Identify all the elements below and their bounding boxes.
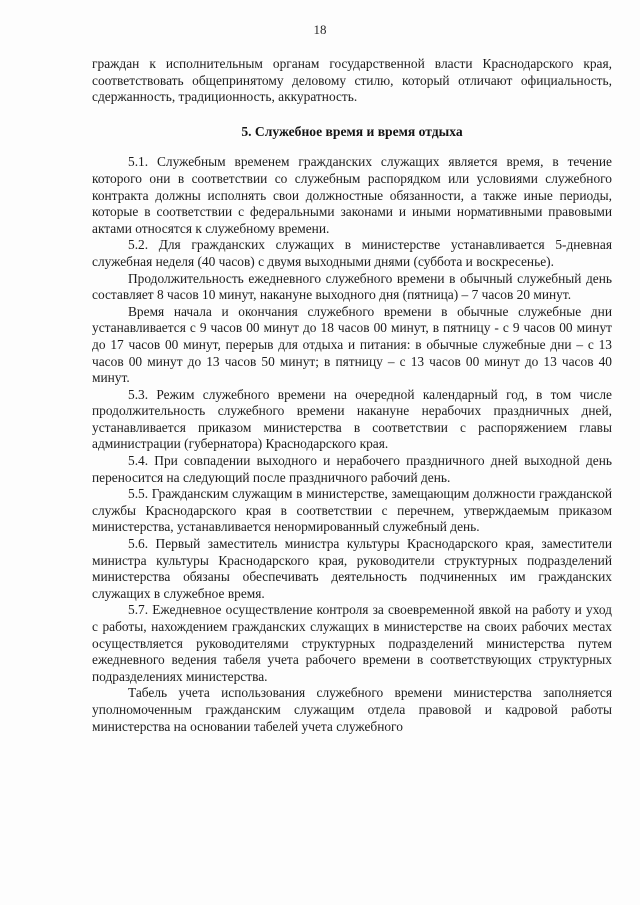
- paragraph-duration: Продолжительность ежедневного служебного времени в обычный служебный день составляет 8 часов 10 минут, накануне выходного дня (пятница) – 7 часов 20 минут.: [92, 270, 612, 303]
- paragraph-5-3: 5.3. Режим служебного времени на очередной календарный год, в том числе продолжительность служебного времени накануне нерабочих праздничных дней, устанавливается приказом министерства в соответствии с распоряжением главы администрации (губернатора) Краснодарского края.: [92, 386, 612, 452]
- paragraph-5-7: 5.7. Ежедневное осуществление контроля за своевременной явкой на работу и уход с работы, нахождением гражданских служащих в министерстве на своих рабочих местах осуществляется руководителями структурных подразделений министерства путем ежедневного ведения табеля учета рабочего времени в соответствующих структурных подразделениях министерства.: [92, 602, 612, 684]
- intro-paragraph: граждан к исполнительным органам государственной власти Краснодарского края, соответствовать общепринятому деловому стилю, который отличают официальность, сдержанность, традиционность, аккуратность.: [92, 56, 612, 105]
- paragraph-5-2: 5.2. Для гражданских служащих в министерстве устанавливается 5-дневная служебная неделя (40 часов) с двумя выходными днями (суббота и воскресенье).: [92, 237, 612, 269]
- paragraph-5-1: 5.1. Служебным временем гражданских служащих является время, в течение которого они в соответствии со служебным распорядком или условиями служебного контракта должны исполнять свои должностные обязанности, а также иные периоды, которые в соответствии с федеральными законами и иными нормативными правовыми актами относятся к служебному времени.: [92, 154, 612, 236]
- paragraph-5-4: 5.4. При совпадении выходного и нерабочего праздничного дней выходной день переносится на следующий после праздничного рабочий день.: [92, 453, 612, 485]
- document-body: [92, 56, 612, 735]
- paragraph-start-end-time: Время начала и окончания служебного времени в обычные служебные дни устанавливается с 9 часов 00 минут до 18 часов 00 минут, в пятницу - с 9 часов 00 минут до 17 часов 00 минут, перерыв для отдыха и питания: в обычные служебные дни – с 13 часов 00 минут до 13 часов 50 минут; в пятницу – с 13 часов 00 минут до 13 часов 40 минут.: [92, 303, 612, 386]
- paragraph-5-5: 5.5. Гражданским служащим в министерстве, замещающим должности гражданской службы Краснодарского края в соответствии с перечнем, утверждаемым приказом министерства, устанавливается ненормированный служебный день.: [92, 486, 612, 535]
- section-heading: 5. Служебное время и время отдыха: [241, 123, 463, 139]
- page-number: 18: [313, 22, 327, 37]
- paragraph-timesheet: Табель учета использования служебного времени министерства заполняется уполномоченным гражданским служащим отдела правовой и кадровой работы министерства на основании табелей учета служебного: [92, 685, 612, 734]
- paragraph-5-6: 5.6. Первый заместитель министра культуры Краснодарского края, заместители министра культуры Краснодарского края, руководители структурных подразделений министерства обязаны обеспечивать деятельность подчиненных им гражданских служащих в служебное время.: [92, 536, 612, 601]
